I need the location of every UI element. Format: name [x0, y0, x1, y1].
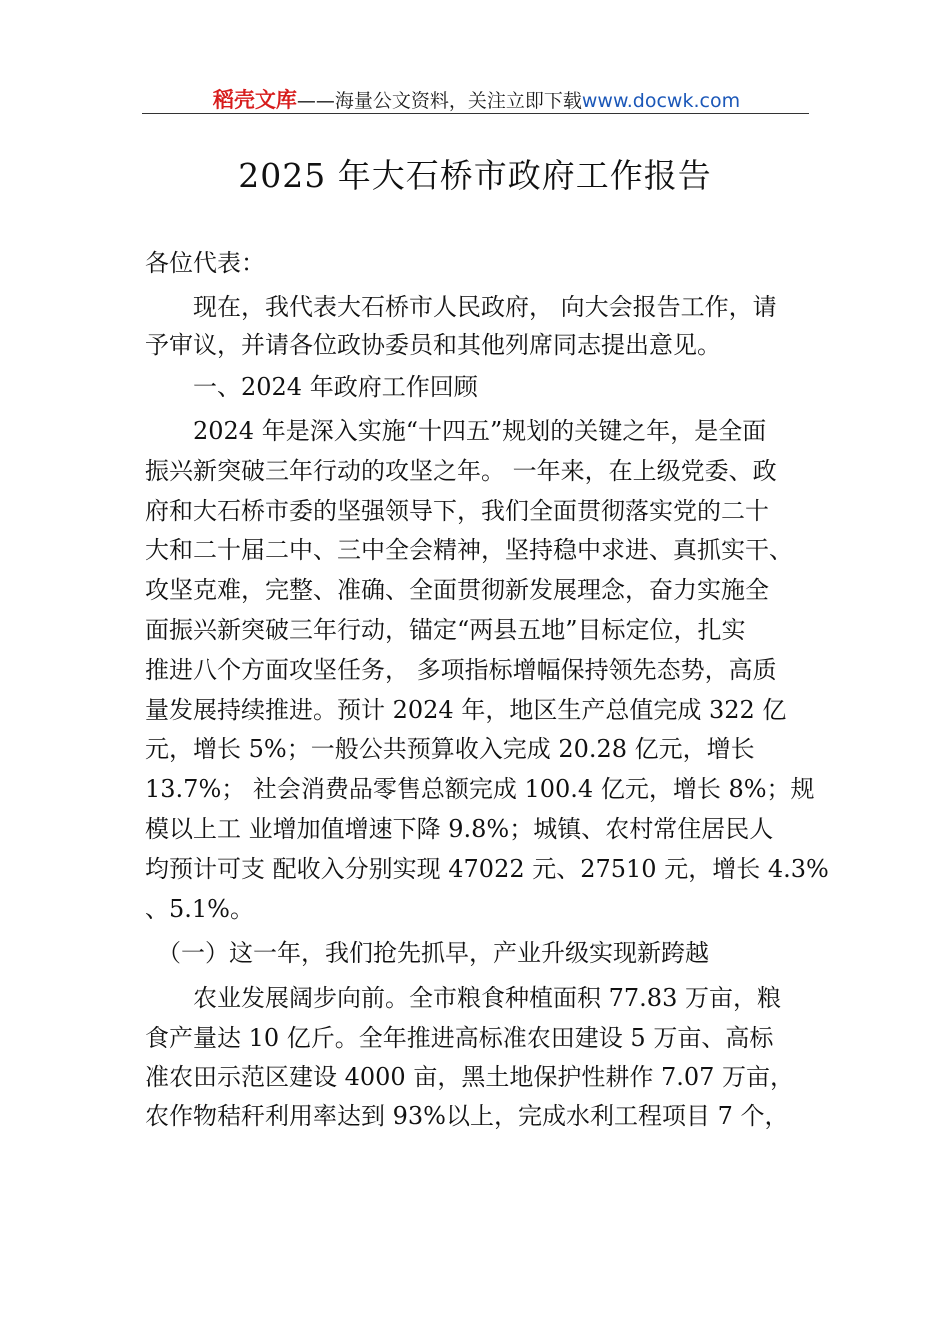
overview-line: 均预计可支 配收入分别实现 47022 元、27510 元，增长 4.3% — [145, 855, 829, 883]
header-slogan: ——海量公文资料，关注立即下载 — [296, 90, 582, 112]
overview-line: 2024 年是深入实施“十四五”规划的关键之年，是全面 — [145, 417, 767, 445]
overview-line: 府和大石桥市委的坚强领导下，我们全面贯彻落实党的二十 — [145, 497, 769, 525]
header-url-link[interactable]: www.docwk.com — [581, 90, 741, 112]
agriculture-line: 农作物秸秆利用率达到 93%以上，完成水利工程项目 7 个， — [145, 1102, 789, 1130]
brand-name: 稻壳文库 — [212, 88, 297, 112]
agriculture-line: 准农田示范区建设 4000 亩，黑土地保护性耕作 7.07 万亩， — [145, 1063, 795, 1091]
overview-line: 推进八个方面攻坚任务， 多项指标增幅保持领先态势，高质 — [145, 656, 777, 684]
overview-line: 面振兴新突破三年行动，锚定“两县五地”目标定位，扎实 — [145, 616, 746, 644]
overview-line: 振兴新突破三年行动的攻坚之年。 一年来，在上级党委、政 — [145, 457, 777, 485]
overview-line: 量发展持续推进。预计 2024 年，地区生产总值完成 322 亿 — [145, 696, 787, 724]
intro-line: 现在，我代表大石桥市人民政府， 向大会报告工作，请 — [145, 293, 777, 321]
intro-line: 予审议，并请各位政协委员和其他列席同志提出意见。 — [145, 331, 721, 359]
overview-line: 大和二十届二中、三中全会精神，坚持稳中求进、真抓实干、 — [145, 536, 793, 564]
overview-line: 元，增长 5%；一般公共预算收入完成 20.28 亿元，增长 — [145, 735, 755, 763]
overview-line: 、5.1%。 — [145, 895, 254, 923]
section-heading: 一、2024 年政府工作回顾 — [145, 373, 478, 401]
document-title: 2025 年大石桥市政府工作报告 — [238, 156, 712, 195]
site-header — [145, 84, 808, 114]
overview-line: 模以上工 业增加值增速下降 9.8%；城镇、农村常住居民人 — [145, 815, 774, 843]
overview-line: 攻坚克难，完整、准确、全面贯彻新发展理念，奋力实施全 — [145, 576, 769, 604]
subsection-heading: （一）这一年，我们抢先抓早，产业升级实现新跨越 — [145, 939, 709, 967]
agriculture-line: 农业发展阔步向前。全市粮食种植面积 77.83 万亩，粮 — [145, 984, 781, 1012]
header-divider — [142, 113, 809, 114]
salutation: 各位代表： — [145, 249, 265, 277]
overview-line: 13.7%； 社会消费品零售总额完成 100.4 亿元，增长 8%；规 — [145, 775, 815, 803]
agriculture-line: 食产量达 10 亿斤。全年推进高标准农田建设 5 万亩、高标 — [145, 1024, 774, 1052]
